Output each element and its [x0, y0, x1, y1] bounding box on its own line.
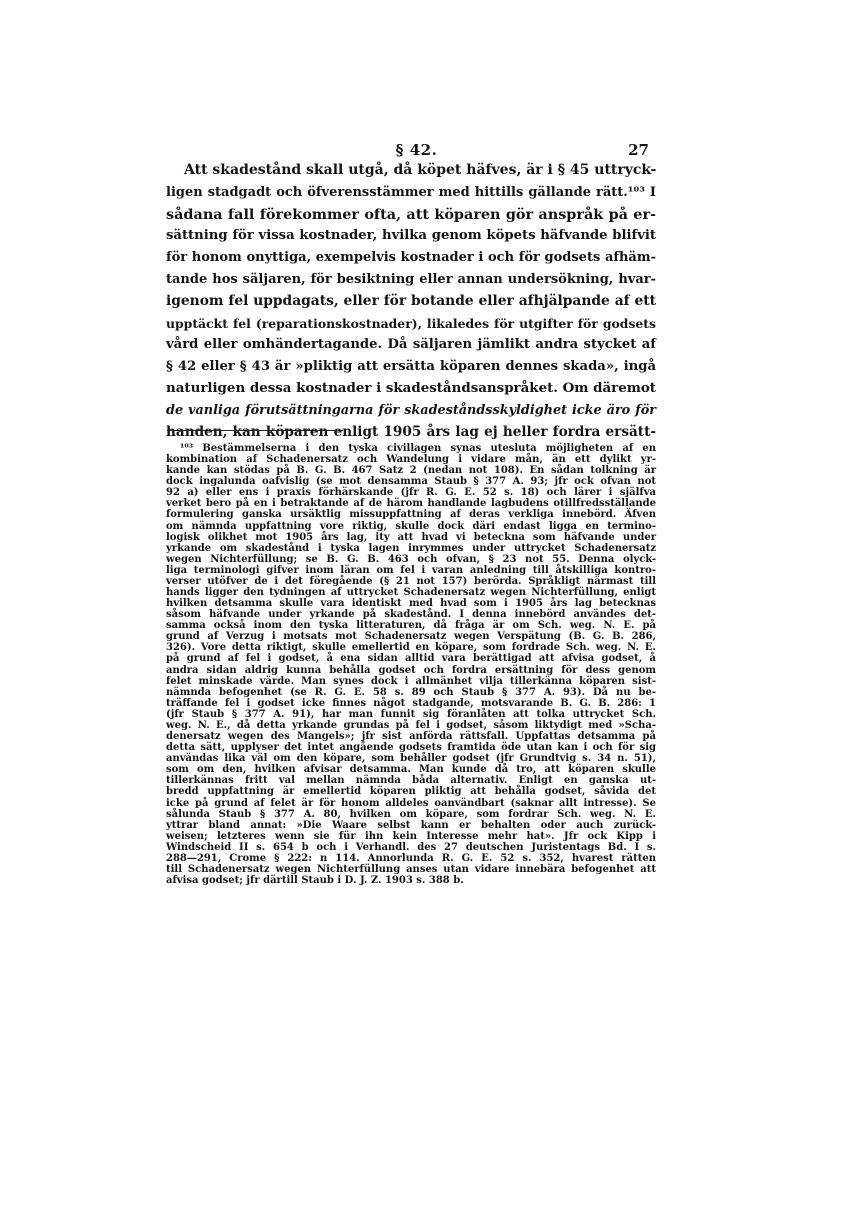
footnote-line: till Schadenersatz wegen Nichterfüllung anses utan vidare innebära befogenhet att	[166, 863, 656, 875]
footnote-line: Windscheid II s. 654 b och i Verhandl. des 27 deutschen Juristentags Bd. I s.	[166, 841, 656, 853]
footnote-line: yttrar bland annat: »Die Waare selbst kann er behalten oder auch zurück-	[166, 819, 656, 831]
footnote-line: 326). Vore detta riktigt, skulle emellertid en köpare, som fordrade Sch. weg. N. E.	[166, 642, 656, 654]
footnote-line: verser utöfver de i det föregående (§ 21 not 157) berörda. Språkligt närmast till	[166, 575, 656, 587]
text-line: för honom onyttiga, exempelvis kostnader i och för godsets afhäm-	[166, 250, 656, 266]
footnote-line: sålunda Staub § 377 A. 80, hvilken om köpare, som fordrar Sch. weg. N. E.	[166, 808, 656, 820]
footnote-line: hands ligger den tydningen af uttrycket Schadenersatz wegen Nichterfüllung, enligt	[166, 587, 656, 599]
footnote-line: logisk olikhet mot 1905 års lag, ity att hvad vi beteckna som häfvande under	[166, 531, 656, 543]
footnote-line: nämnda befogenhet (se R. G. E. 58 s. 89 och Staub § 377 A. 93). Då nu be-	[166, 686, 656, 698]
text-line: handen, kan köparen enligt 1905 års lag ej heller fordra ersätt-	[166, 423, 656, 440]
footnote-line: på grund af fel i godset, å ena sidan alltid vara berättigad att afvisa godset, å	[166, 653, 656, 665]
text-line: sättning för vissa kostnader, hvilka genom köpets häfvande blifvit	[166, 228, 656, 244]
text-line: tande hos säljaren, för besiktning eller annan undersökning, hvar-	[166, 271, 656, 287]
main-text	[166, 160, 656, 443]
footnote-line: användas lika väl om den köpare, som behåller godset (jfr Grundtvig s. 34 n. 51),	[166, 753, 656, 765]
footnote-line: wegen Nichterfüllung; se B. G. B. 463 och ofvan, § 23 not 55. Denna olyck-	[166, 553, 656, 565]
footnote-line: denersatz wegen des Mangels»; jfr sist anförda rättsfall. Uppfattas detsamma på	[166, 731, 656, 743]
main-paragraph	[166, 160, 656, 443]
text-line: ligen stadgadt och öfverensstämmer med hittills gällande rätt.¹⁰³ I	[166, 184, 656, 200]
page-number: 27	[628, 141, 649, 159]
footnote-line: om nämnda uppfattning vore riktig, skulle dock däri endast ligga en termino-	[166, 520, 656, 532]
section-heading: § 42.	[395, 141, 438, 159]
footnote-line: weisen; letzteres wenn sie für ihn kein Interesse mehr hat». Jfr ock Kipp i	[166, 830, 656, 842]
footnote-line: felet minskade värde. Man synes dock i allmänhet vilja tillerkänna köparen sist-	[166, 675, 656, 687]
footnote-line: grund af Verzug i motsats mot Schadenersatz wegen Verspätung (B. G. B. 286,	[166, 631, 656, 643]
footnote-line: andra sidan aldrig kunna behålla godset och fordra ersättning för dess genom	[166, 664, 656, 676]
footnote-line: bredd uppfattning är emellertid köparen pliktig att behålla godset, såvida det	[166, 786, 656, 798]
text-line: vård eller omhändertagande. Då säljaren jämlikt andra stycket af	[166, 337, 656, 353]
footnote-line: (jfr Staub § 377 A. 91), har man funnit sig föranlåten att tolka uttrycket Sch.	[166, 708, 656, 720]
footnote-block	[166, 443, 656, 886]
footnote-line: träffande fel i godset icke finnes något stadgande, motsvarande B. G. B. 286: 1	[166, 697, 656, 709]
text-line: igenom fel uppdagats, eller för botande eller afhjälpande af ett	[166, 292, 656, 309]
footnote-line: afvisa godset; jfr därtill Staub i D. J. Z. 1903 s. 388 b.	[166, 875, 464, 887]
footnote-line: såsom häfvande under yrkande på skadestånd. I denna innebörd användes det-	[166, 609, 656, 621]
text-line: de vanliga förutsättningarna för skadeståndsskyldighet icke äro för	[166, 402, 656, 418]
footnote-line: verket bero på en i betraktande af de härom handlande lagbudens otillfredsställande	[166, 498, 656, 510]
footnote-line: ¹⁰³ Bestämmelserna i den tyska civillagen synas utesluta möjligheten af en	[180, 443, 656, 454]
footnote-line: dock ingalunda oafvislig (se mot densamma Staub § 377 A. 93; jfr ock ofvan not	[166, 476, 656, 488]
footnote-line: kande kan stödas på B. G. B. 467 Satz 2 (nedan not 108). En sådan tolkning är	[166, 465, 656, 477]
text-line: § 42 eller § 43 är »pliktig att ersätta köparen dennes skada», ingå	[166, 359, 656, 375]
footnote-line: tillerkännas fritt val mellan nämnda båda alternativ. Enligt en ganska ut-	[166, 775, 656, 787]
footnote-line: yrkande om skadestånd i tyska lagen inrymmes under uttrycket Schadenersatz	[166, 542, 656, 554]
footnote-line: icke på grund af felet är för honom alldeles oanvändbart (saknar allt intresse). Se	[166, 797, 656, 809]
footnote-line: hvilken detsamma skulle vara identiskt med hvad som i 1905 års lag betecknas	[166, 598, 656, 610]
footnote-line: weg. N. E., då detta yrkande grundas på fel i godset, såsom liktydigt med »Scha-	[166, 719, 656, 731]
footnote-line: samma också inom den tyska litteraturen, då fråga är om Sch. weg. N. E. på	[166, 620, 656, 632]
text-line: naturligen dessa kostnader i skadeståndsanspråket. Om däremot	[166, 379, 656, 396]
text-line: upptäckt fel (reparationskostnader), likaledes för utgifter för godsets	[166, 315, 656, 331]
text-line: sådana fall förekommer ofta, att köparen gör anspråk på er-	[166, 205, 656, 223]
footnote-line: formulering ganska ursäktlig missuppfattning af deras verkliga innebörd. Äfven	[166, 509, 656, 521]
footnote-divider	[167, 430, 343, 431]
footnote-line: kombination af Schadenersatz och Wandelung i vidare mån, än ett dylikt yr-	[166, 454, 656, 466]
text-line: Att skadestånd skall utgå, då köpet häfves, är i § 45 uttryck-	[184, 162, 657, 178]
footnote-line: 288—291, Crome § 222: n 114. Annorlunda R. G. E. 52 s. 352, hvarest rätten	[166, 852, 656, 864]
footnote-line: liga terminologi gifver inom läran om fel i varan anledning till åtskilliga kontro-	[166, 564, 656, 576]
footnote-line: som om den, hvilken afvisar detsamma. Man kunde då tro, att köparen skulle	[166, 764, 656, 776]
footnote-line: detta sätt, upplyser det intet angående godsets framtida öde utan kan i och för sig	[166, 742, 656, 754]
footnote-line: 92 a) eller ens i praxis förhärskande (jfr R. G. E. 52 s. 18) och lärer i själfva	[166, 487, 656, 499]
